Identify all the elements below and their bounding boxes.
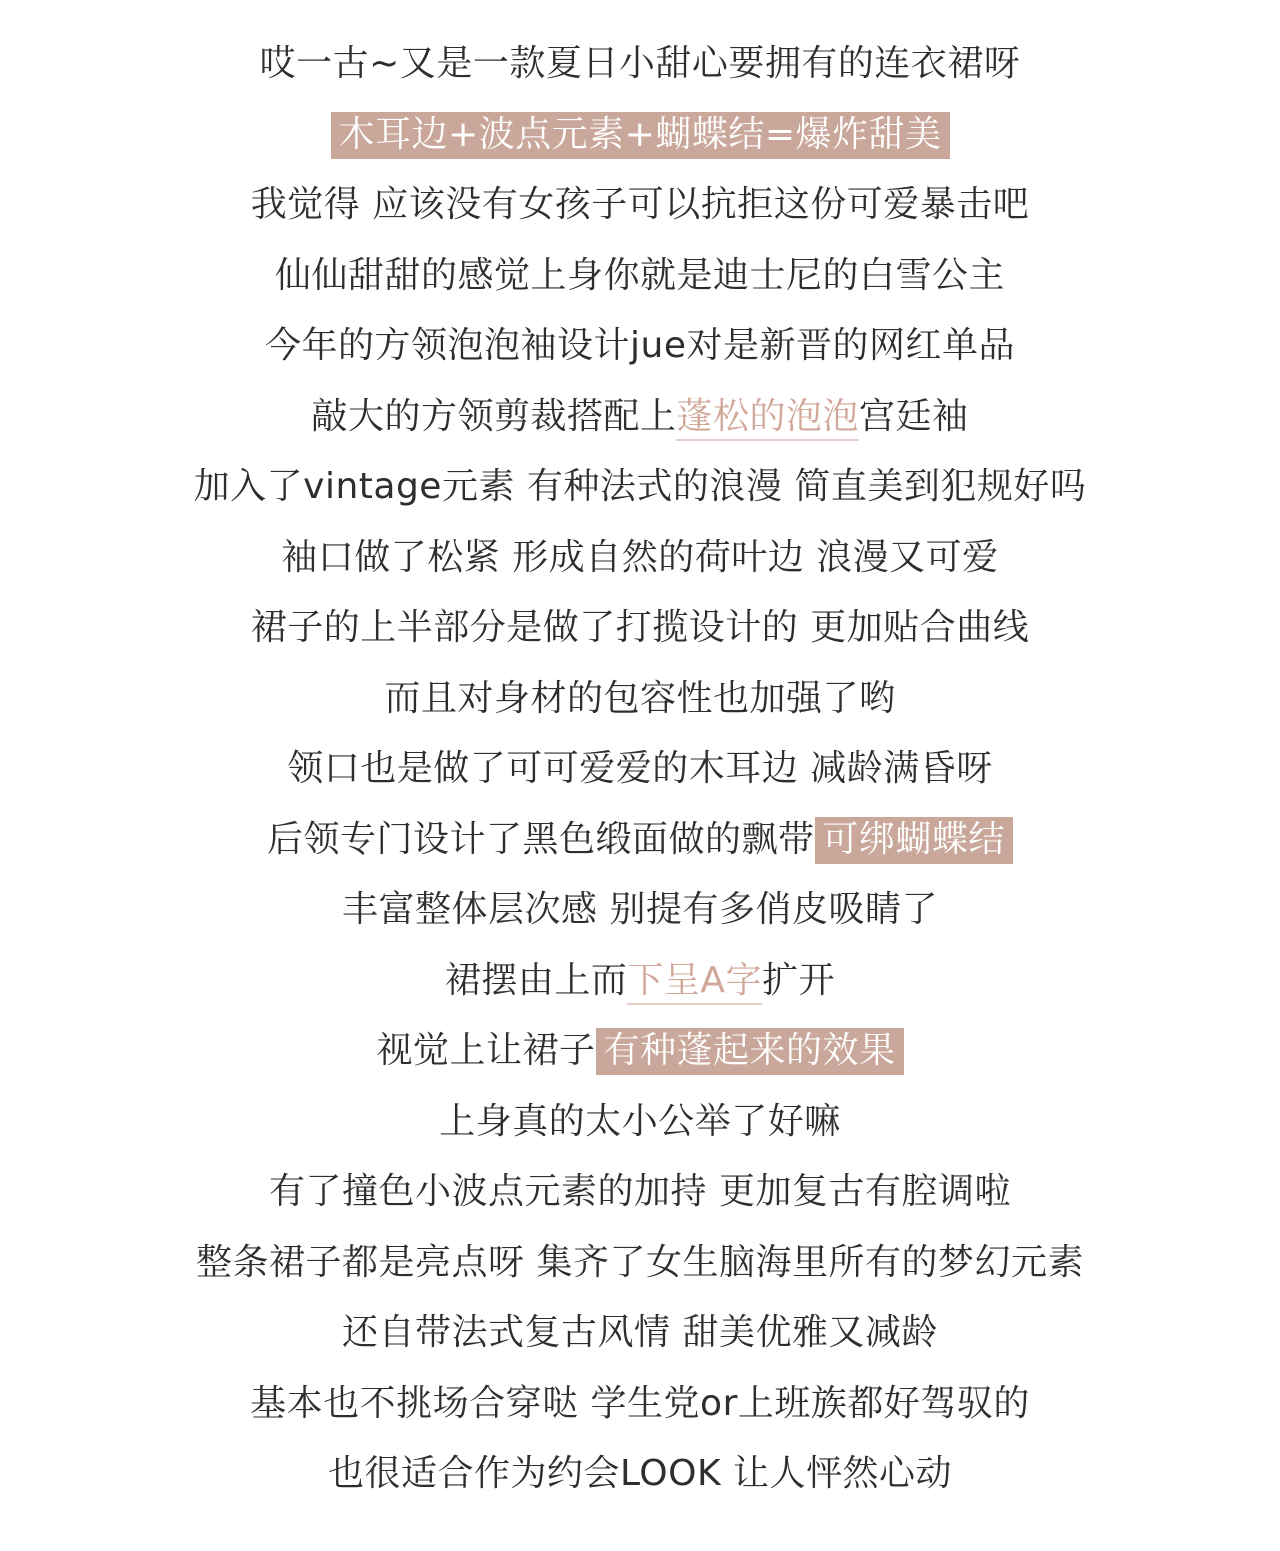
text-segment: 视觉上让裙子 (376, 1030, 596, 1071)
text-segment: 哎一古~又是一款夏日小甜心要拥有的连衣裙呀 (259, 43, 1021, 84)
text-line (0, 173, 1280, 244)
text-line (0, 667, 1280, 738)
text-line (0, 385, 1280, 456)
text-line (0, 526, 1280, 597)
text-segment: 裙子的上半部分是做了打揽设计的 更加贴合曲线 (250, 607, 1030, 648)
text-segment: 扩开 (762, 959, 836, 1001)
text-segment: 我觉得 应该没有女孩子可以抗拒这份可爱暴击吧 (250, 184, 1030, 225)
text-line (0, 596, 1280, 667)
text-line (0, 1090, 1280, 1161)
highlight-segment: 可绑蝴蝶结 (815, 817, 1014, 864)
text-line (0, 1301, 1280, 1372)
text-segment: 上身真的太小公举了好嘛 (439, 1100, 841, 1142)
text-segment: 整条裙子都是亮点呀 集齐了女生脑海里所有的梦幻元素 (196, 1241, 1084, 1283)
text-line (0, 1231, 1280, 1302)
text-line (0, 949, 1280, 1020)
text-line (0, 103, 1280, 174)
text-line (0, 32, 1280, 103)
text-line (0, 1019, 1280, 1090)
text-line (0, 1160, 1280, 1231)
text-segment: 后领专门设计了黑色缎面做的飘带 (266, 818, 815, 860)
text-segment: 加入了vintage元素 有种法式的浪漫 简直美到犯规好吗 (193, 466, 1087, 507)
text-segment: 有了撞色小波点元素的加持 更加复古有腔调啦 (269, 1171, 1011, 1212)
text-line (0, 1372, 1280, 1443)
text-segment: 领口也是做了可可爱爱的木耳边 减龄满昏呀 (287, 748, 993, 789)
text-segment: 仙仙甜甜的感觉上身你就是迪士尼的白雪公主 (274, 254, 1005, 296)
highlight-segment: 木耳边+波点元素+蝴蝶结=爆炸甜美 (331, 112, 950, 159)
text-line (0, 1442, 1280, 1513)
underline-segment: 下呈A字 (627, 960, 762, 1005)
text-segment: 今年的方领泡泡袖设计jue对是新晋的网红单品 (265, 325, 1015, 366)
underline-segment: 蓬松的泡泡 (676, 396, 859, 441)
text-line (0, 455, 1280, 526)
text-segment: 也很适合作为约会LOOK 让人怦然心动 (328, 1453, 952, 1494)
text-line (0, 244, 1280, 315)
text-line (0, 737, 1280, 808)
highlight-segment: 有种蓬起来的效果 (596, 1028, 904, 1075)
text-segment: 还自带法式复古风情 甜美优雅又减龄 (342, 1312, 938, 1353)
text-segment: 而且对身材的包容性也加强了哟 (384, 677, 896, 719)
text-line (0, 808, 1280, 879)
product-description (0, 32, 1280, 1513)
text-line (0, 878, 1280, 949)
text-line (0, 314, 1280, 385)
text-segment: 裙摆由上而 (444, 959, 628, 1001)
text-segment: 敲大的方领剪裁搭配上 (311, 395, 677, 437)
text-segment: 宫廷袖 (859, 395, 969, 437)
text-segment: 基本也不挑场合穿哒 学生党or上班族都好驾驭的 (250, 1382, 1030, 1424)
text-segment: 袖口做了松紧 形成自然的荷叶边 浪漫又可爱 (281, 536, 999, 578)
text-segment: 丰富整体层次感 别提有多俏皮吸睛了 (342, 889, 938, 930)
